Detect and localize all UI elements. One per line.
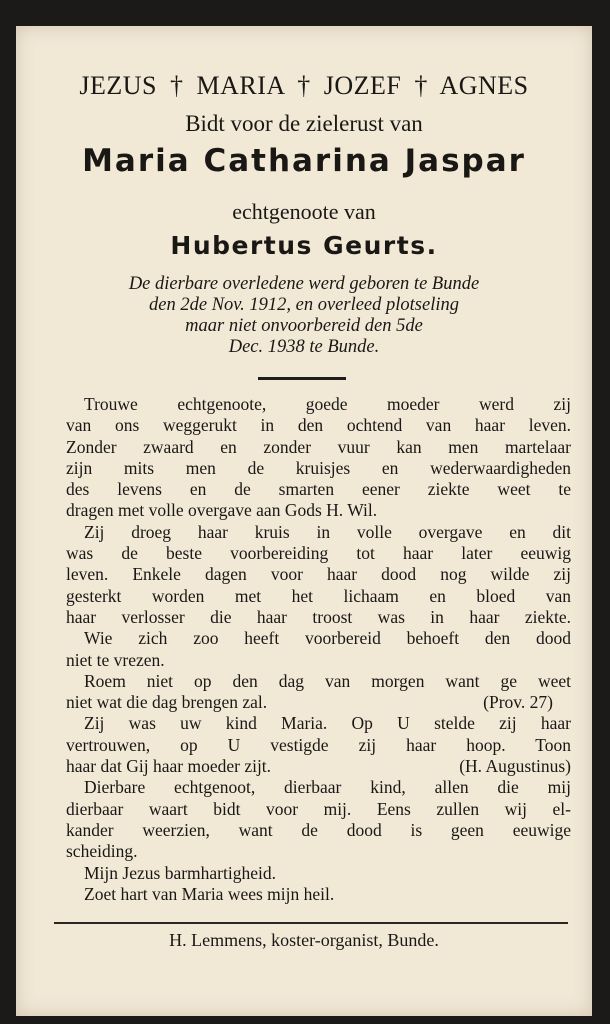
husband-name: Hubertus Geurts. — [170, 231, 438, 260]
cross-icon: † — [297, 71, 311, 100]
text-line: Dierbare echtgenoot, dierbaar kind, allen die mij — [84, 777, 571, 798]
divider-rule — [258, 377, 346, 380]
name-jozef: JOZEF — [323, 71, 402, 100]
text-line: kander weerzien, want de dood is geen eeuwige — [66, 819, 571, 840]
proverb-line — [66, 692, 571, 713]
text-line: Zonder zwaard en zonder vuur kan men martelaar — [66, 436, 571, 457]
bio-line: Dec. 1938 te Bunde. — [228, 337, 380, 357]
deceased-name: Maria Catharina Jaspar — [82, 143, 526, 179]
text-line: Trouwe echtgenoote, goede moeder werd zij — [84, 394, 571, 414]
text-line: Roem niet op den dag van morgen want ge weet — [84, 670, 571, 691]
cross-icon: † — [414, 71, 428, 100]
footer-rule — [54, 922, 568, 924]
bio-line: den 2de Nov. 1912, en overleed plotseling — [149, 295, 459, 315]
text-line: gesterkt worden met het lichaam en bloed van — [66, 585, 571, 606]
prayer-request: Bidt voor de zielerust van — [185, 111, 423, 136]
text-line: dragen met volle overgave aan Gods H. Wil. — [66, 500, 378, 521]
text-line: Wie zich zoo heeft voorbereid behoeft den dood — [84, 628, 571, 649]
text-line: was de beste voorbereiding tot haar later eeuwig — [66, 543, 571, 564]
name-jezus: JEZUS — [79, 71, 157, 100]
name-maria: MARIA — [196, 71, 285, 100]
text-line: scheiding. — [66, 841, 138, 862]
text-line: vertrouwen, op U vestigde zij haar hoop. Toon — [66, 734, 571, 755]
text-line: leven. Enkele dagen voor haar dood nog wilde zij — [66, 564, 571, 585]
proverb-reference: (Prov. 27) — [483, 692, 553, 713]
augustinus-reference: (H. Augustinus) — [459, 756, 571, 777]
text-line: zijn mits men de kruisjes en wederwaardigheden — [66, 457, 571, 478]
cross-icon: † — [170, 71, 184, 100]
text-line: niet te vrezen. — [66, 649, 165, 670]
spouse-of-label: echtgenoote van — [232, 199, 376, 224]
memorial-text — [66, 394, 571, 905]
text-line: van ons weggerukt in den ochtend van haar leven. — [66, 415, 571, 436]
text-line: niet wat die dag brengen zal. — [66, 692, 268, 713]
biography — [40, 274, 568, 358]
text-line: des levens en de smarten eener ziekte weet te — [66, 479, 571, 500]
text-line: Mijn Jezus barmhartigheid. — [84, 862, 276, 883]
holy-names-line — [16, 71, 592, 101]
text-line: Zij was uw kind Maria. Op U stelde zij haar — [84, 713, 571, 734]
bio-line: maar niet onvoorbereid den 5de — [185, 316, 423, 336]
text-line: dierbaar waart bidt voor mij. Eens zullen wij el- — [66, 798, 571, 819]
memorial-card — [16, 26, 592, 1016]
augustinus-line — [66, 756, 571, 777]
text-line: haar verlosser die haar troost was in haar ziekte. — [66, 606, 571, 627]
text-line: Zij droeg haar kruis in volle overgave en dit — [84, 521, 571, 542]
printer-credit: H. Lemmens, koster-organist, Bunde. — [169, 930, 439, 950]
bio-line: De dierbare overledene werd geboren te Bunde — [128, 274, 480, 294]
text-line: haar dat Gij haar moeder zijt. — [66, 756, 272, 777]
text-line: Zoet hart van Maria wees mijn heil. — [84, 883, 335, 904]
name-agnes: AGNES — [439, 71, 529, 100]
